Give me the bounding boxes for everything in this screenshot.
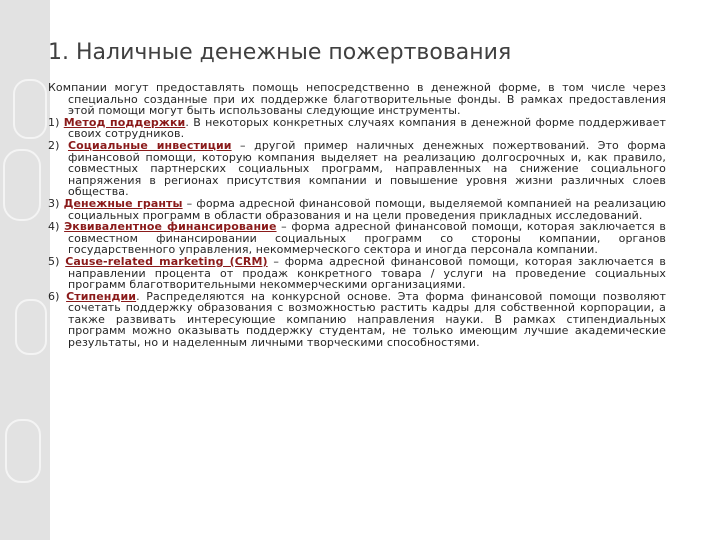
list-item xyxy=(48,221,666,256)
item-connector: – xyxy=(231,138,246,152)
item-connector: – xyxy=(276,220,287,234)
item-term: Эквивалентное финансирование xyxy=(64,220,277,234)
item-connector: . xyxy=(185,115,189,129)
decorative-shapes xyxy=(0,0,50,540)
item-term: Стипендии xyxy=(66,289,137,303)
deco-rounded-shape xyxy=(16,300,46,354)
item-text: форма адресной финансовой помощи, которая заключается в направлении процента от продаж конкретного товара / услуги на проведение социальных программ благотворительными некоммерческими организациями. xyxy=(68,254,666,292)
item-term: Социальные инвестиции xyxy=(67,138,232,152)
list-item xyxy=(48,140,666,198)
item-connector: – xyxy=(182,196,193,210)
slide-title: 1. Наличные денежные пожертвования xyxy=(48,40,512,65)
item-term: Метод поддержки xyxy=(63,115,186,129)
deco-rounded-shape xyxy=(4,150,40,220)
item-number: 4) xyxy=(48,220,60,234)
item-number: 6) xyxy=(48,289,60,303)
item-number: 5) xyxy=(48,254,60,268)
deco-rounded-shape xyxy=(6,420,40,482)
instrument-list xyxy=(48,117,666,349)
item-connector: . xyxy=(136,289,140,303)
list-item xyxy=(48,291,666,349)
item-text: Распределяются на конкурсной основе. Эта форма финансовой помощи позволяют сочетать поддержку образования с возможностью растить кадры для собственной корпорации, а также развивать интересующие компанию направления науки. В рамках стипендиальных программ можно оказывать поддержку студентам, не только имеющим лучшие академические результаты, но и наделенным личными творческими способностями. xyxy=(68,289,666,350)
item-text: другой пример наличных денежных пожертвований. Это форма финансовой помощи, которую компания выделяет на реализацию долгосрочных и, как правило, совместных партнерских социальных программ, направленных на снижение социального напряжения в регионах присутствия компании и повышение уровня жизни различных слоев общества. xyxy=(68,138,666,199)
item-term: Денежные гранты xyxy=(63,196,183,210)
item-number: 3) xyxy=(48,196,60,210)
list-item xyxy=(48,117,666,140)
list-item xyxy=(48,198,666,221)
item-term: Cause-related marketing (CRM) xyxy=(65,254,268,268)
list-item xyxy=(48,256,666,291)
item-number: 2) xyxy=(48,138,60,152)
intro-paragraph: Компании могут предоставлять помощь непосредственно в денежной форме, в том числе через специально созданные при их поддержке благотворительные фонды. В рамках предоставления этой помощи могут быть использованы следующие инструменты. xyxy=(48,81,666,118)
item-text: форма адресной финансовой помощи, выделяемой компанией на реализацию социальных программ в области образования и на цели проведения прикладных исследований. xyxy=(68,196,666,222)
deco-rounded-shape xyxy=(14,80,46,138)
decorative-side-band xyxy=(0,0,50,540)
item-text: В некоторых конкретных случаях компания в денежной форме поддерживает своих сотрудников. xyxy=(68,115,666,141)
item-connector: – xyxy=(267,254,279,268)
item-number: 1) xyxy=(48,115,60,129)
item-text: форма адресной финансовой помощи, которая заключается в совместном финансировании социальных программ со стороны компании, органов государственного управления, некоммерческого сектора и иногда персонала компании. xyxy=(68,220,666,257)
slide-body xyxy=(48,82,666,349)
